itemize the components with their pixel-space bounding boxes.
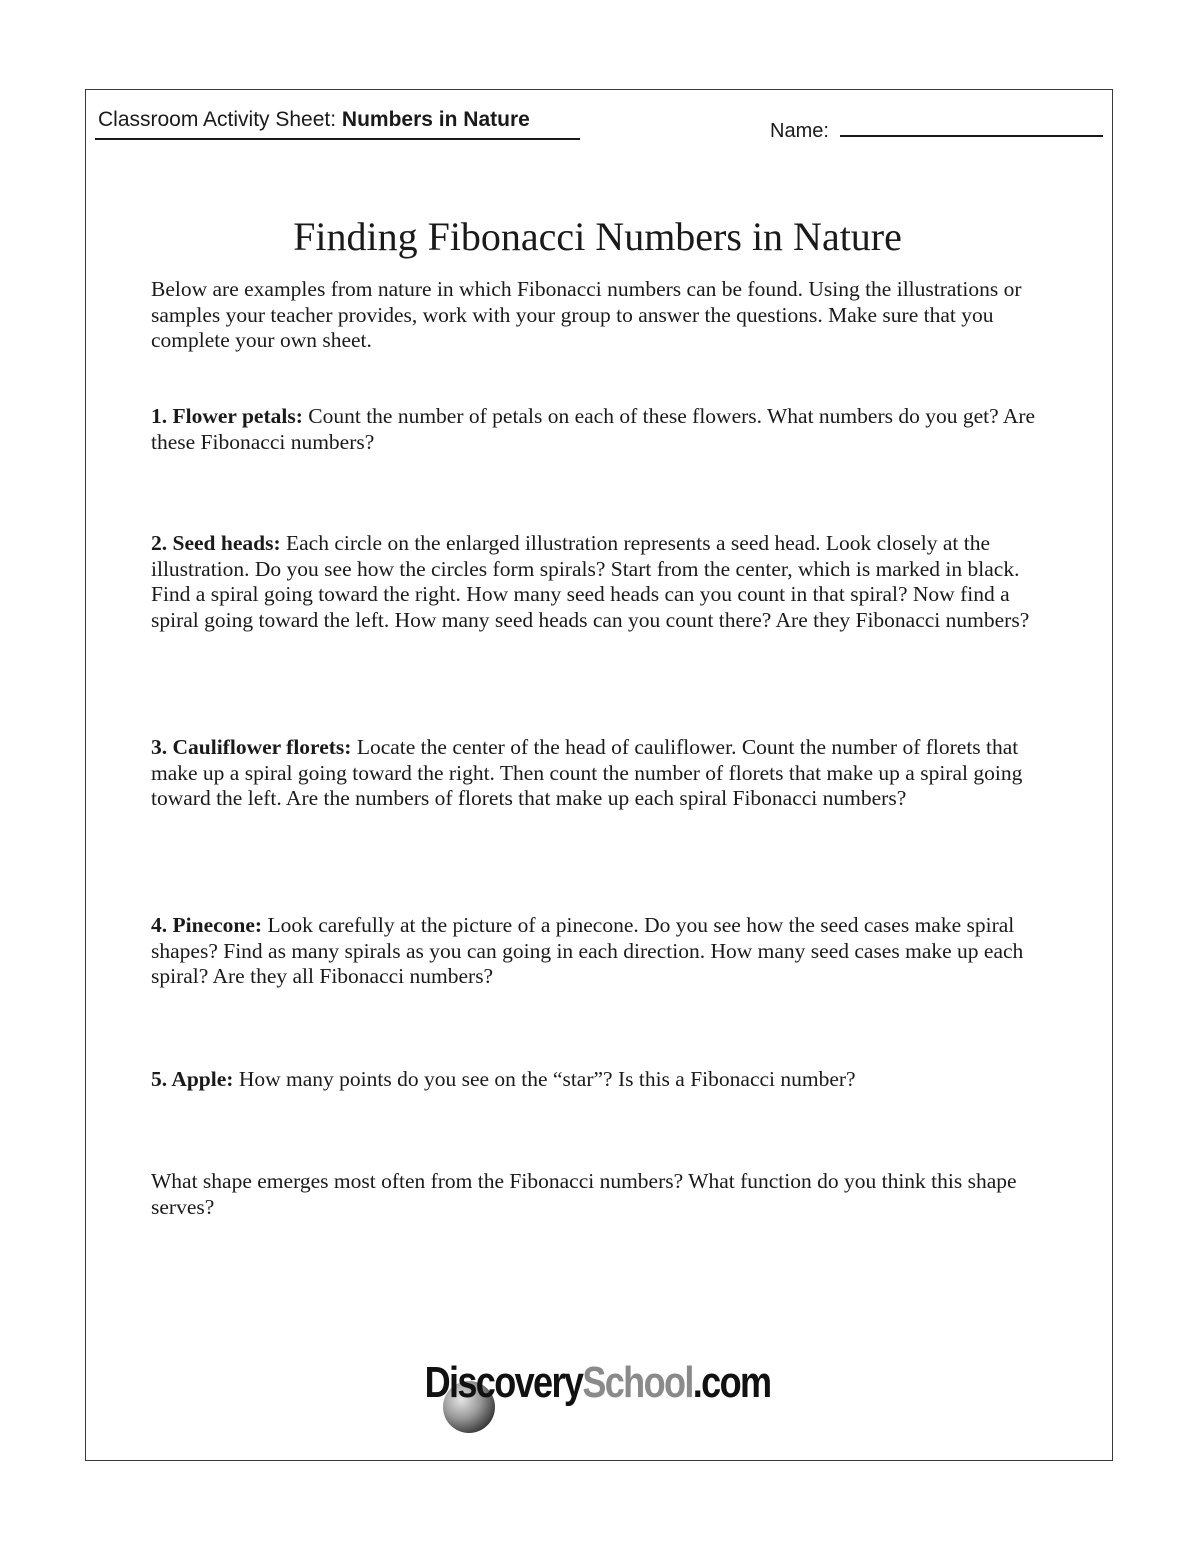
question-1-label: 1. Flower petals: <box>151 404 303 428</box>
question-4 <box>151 913 1061 990</box>
closing-question: What shape emerges most often from the Fibonacci numbers? What function do you think this shape serves? <box>151 1169 1017 1219</box>
question-3 <box>151 735 1061 812</box>
question-4-text: Look carefully at the picture of a pinecone. Do you see how the seed cases make spiral shapes? Find as many spirals as you can going in each direction. How many seed cases make up each spiral? Are they all Fibonacci numbers? <box>151 913 1024 988</box>
question-5-text: How many points do you see on the “star”? Is this a Fibonacci number? <box>233 1067 856 1091</box>
question-5-label: 5. Apple: <box>151 1067 234 1091</box>
discoveryschool-logo <box>108 1358 1088 1408</box>
question-3-label: 3. Cauliflower florets: <box>151 735 352 759</box>
question-3-text: Locate the center of the head of cauliflower. Count the number of florets that make up a spiral going toward the right. Then count the number of florets that make up a spiral going toward the left. Are the numbers of florets that make up each spiral Fibonacci numbers? <box>151 735 1023 810</box>
name-label: Name: <box>770 120 829 142</box>
name-field-line[interactable] <box>840 135 1103 137</box>
question-2-text: Each circle on the enlarged illustration represents a seed head. Look closely at the illustration. Do you see how the circles form spirals? Start from the center, which is marked in black. Find a spiral going toward the right. How many seed heads can you count in that spiral? Now find a spiral going toward the left. How many seed heads can you count there? Are they Fibonacci numbers? <box>151 531 1030 632</box>
sheet-label: Classroom Activity Sheet: <box>98 108 342 131</box>
logo-part-school: School <box>582 1358 693 1407</box>
sheet-header <box>98 108 530 132</box>
page-title: Finding Fibonacci Numbers in Nature <box>293 214 902 259</box>
sheet-topic: Numbers in Nature <box>341 108 530 131</box>
question-2 <box>151 531 1061 633</box>
question-1-text: Count the number of petals on each of these flowers. What numbers do you get? Are these Fibonacci numbers? <box>151 404 1036 454</box>
question-2-label: 2. Seed heads: <box>151 531 281 555</box>
header-underline <box>95 138 580 140</box>
question-1 <box>151 404 1061 455</box>
question-4-label: 4. Pinecone: <box>151 913 263 937</box>
intro-paragraph: Below are examples from nature in which Fibonacci numbers can be found. Using the illustrations or samples your teacher provides, work with your group to answer the questions. Make sure that you complete your own sheet. <box>151 277 1022 352</box>
question-5 <box>151 1067 1061 1093</box>
logo-part-discovery: Discovery <box>424 1358 583 1407</box>
logo-part-com: .com <box>692 1358 771 1407</box>
